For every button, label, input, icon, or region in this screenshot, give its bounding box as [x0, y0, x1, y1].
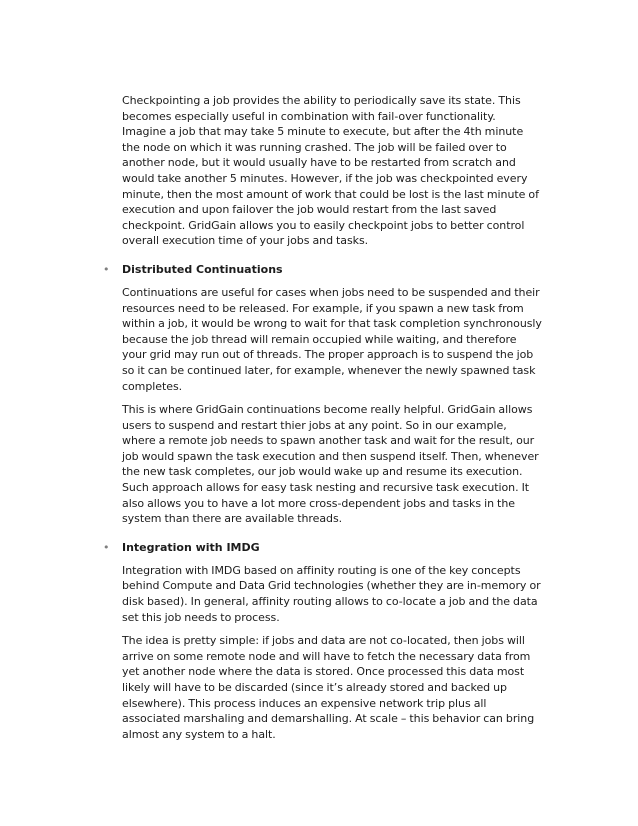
section-paragraph: Integration with IMDG based on affinity routing is one of the key concepts behind Compute and Data Grid technologies (whether they are in-memory or disk based). In general, affinity routing allows to co-locate a job and the data set this job needs to process.	[122, 563, 541, 624]
section-integration-with-imdg	[103, 540, 542, 743]
section-heading: Distributed Continuations	[122, 262, 283, 276]
intro-paragraph: Checkpointing a job provides the ability to periodically save its state. This becomes especially useful in combination with fail-over functionality. Imagine a job that may take 5 minute to execute, but after the 4th minute the node on which it was running crashed. The job will be failed over to another node, but it would usually have to be restarted from scratch and would take another 5 minutes. However, if the job was checkpointed every minute, then the most amount of work that could be lost is the last minute of execution and upon failover the job would restart from the last saved checkpoint. GridGain allows you to easily checkpoint jobs to better control overall execution time of your jobs and tasks.	[122, 94, 539, 248]
bullet-icon: •	[103, 540, 110, 554]
document-body	[103, 93, 542, 750]
bullet-icon: •	[103, 262, 110, 276]
section-paragraph: This is where GridGain continuations become really helpful. GridGain allows users to suspend and restart thier jobs at any point. So in our example, where a remote job needs to spawn another task and wait for the result, our job would spawn the task execution and then suspend itself. Then, whenever the new task completes, our job would wake up and resume its execution. Such approach allows for easy task nesting and recursive task execution. It also allows you to have a lot more cross-dependent jobs and tasks in the system than there are available threads.	[122, 403, 539, 526]
section-distributed-continuations	[103, 262, 542, 527]
section-paragraph: The idea is pretty simple: if jobs and data are not co-located, then jobs will arrive on some remote node and will have to fetch the necessary data from yet another node where the data is stored. Once processed this data most likely will have to be discarded (since it’s already stored and backed up elsewhere). This process induces an expensive network trip plus all associated marshaling and demarshalling. At scale – this behavior can bring almost any system to a halt.	[122, 634, 535, 741]
section-paragraph: Continuations are useful for cases when jobs need to be suspended and their resources need to be released. For example, if you spawn a new task from within a job, it would be wrong to wait for that task completion synchronously because the job thread will remain occupied while waiting, and therefore your grid may run out of threads. The proper approach is to suspend the job so it can be continued later, for example, whenever the newly spawned task completes.	[122, 285, 542, 393]
section-heading: Integration with IMDG	[122, 540, 260, 554]
